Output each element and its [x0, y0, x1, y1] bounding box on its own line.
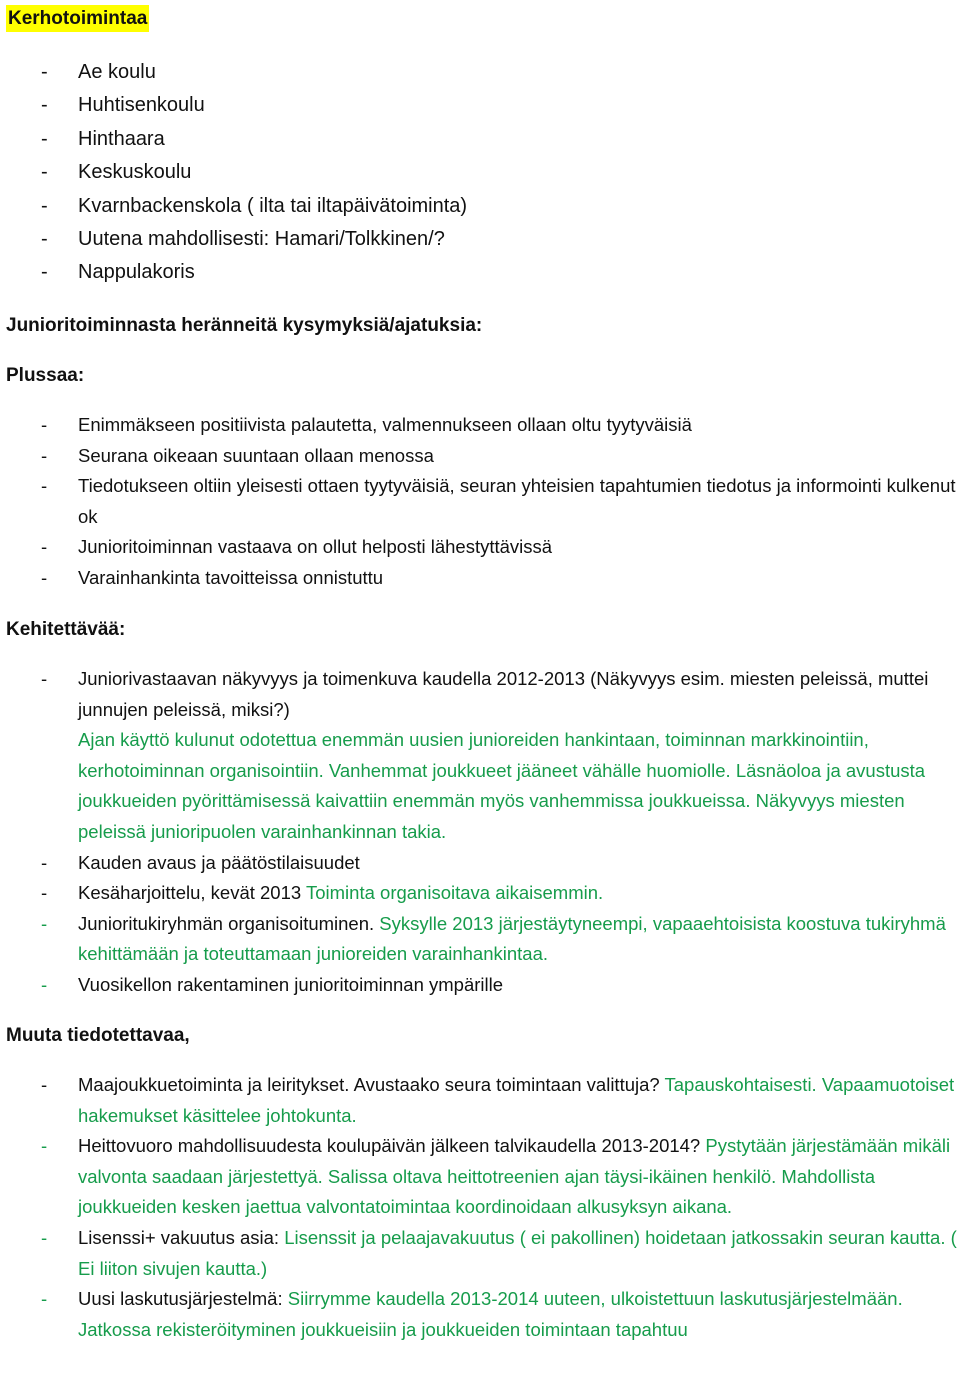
comment-text: Siirrymme kaudella 2013-2014 uuteen, ulkoistettuun laskutusjärjestelmään. Jatkossa rekisteröityminen joukkueisiin ja joukkueiden toimintaan tapahtuu [78, 1288, 903, 1340]
plus-heading: Plussaa: [6, 365, 85, 386]
list-item: - Hinthaara [0, 123, 958, 156]
plus-list [0, 410, 958, 594]
list-item: - Junioritukiryhmän organisoituminen. Syksylle 2013 järjestäytyneempi, vapaaehtoisista koostuva tukiryhmä kehittämään ja toteuttamaan junioreiden varainhankintaa. [0, 909, 958, 970]
bullet-dash: - [41, 1288, 48, 1310]
list-item: - Ae koulu [0, 56, 958, 89]
other-list [0, 1070, 958, 1345]
list-item: - Enimmäkseen positiivista palautetta, valmennukseen ollaan oltu tyytyväisiä [0, 410, 958, 441]
list-item: - Keskuskoulu [0, 156, 958, 189]
other-heading: Muuta tiedotettavaa, [6, 1025, 190, 1046]
bullet-dash: - [41, 228, 48, 251]
bullet-dash: - [41, 475, 48, 497]
bullet-dash: - [41, 94, 48, 117]
list-item: - Huhtisenkoulu [0, 89, 958, 122]
clubs-list [0, 56, 958, 290]
list-item: - Kesäharjoittelu, kevät 2013 Toiminta organisoitava aikaisemmin. [0, 878, 958, 909]
bullet-dash: - [41, 912, 48, 934]
bullet-dash: - [41, 668, 48, 689]
list-item: - Uusi laskutusjärjestelmä: Siirrymme kaudella 2013-2014 uuteen, ulkoistettuun laskutusjärjestelmään. Jatkossa rekisteröityminen joukkueisiin ja joukkueiden toimintaan tapahtuu [0, 1284, 958, 1345]
bullet-dash: - [41, 1074, 48, 1095]
comment-text: Ajan käyttö kulunut odotettua enemmän uusien junioreiden hankintaan, toiminnan markkinointiin, kerhotoiminnan organisointiin. Vanhemmat joukkueet jääneet vähälle huomiolle. Läsnäoloa ja avustusta joukkueiden pyörittämisessä kaivattiin enemmän myös vanhemmissa joukkueissa. Näkyvyys miesten peleissä junioripuolen varainhankinnan takia. [78, 729, 926, 842]
list-item: - Kvarnbackenskola ( ilta tai iltapäivätoiminta) [0, 190, 958, 223]
list-item: - Uutena mahdollisesti: Hamari/Tolkkinen/? [0, 223, 958, 256]
list-item: - Lisenssi+ vakuutus asia: Lisenssit ja pelaajavakuutus ( ei pakollinen) hoidetaan jatkossakin seuran kautta. ( Ei liiton sivujen kautta.) [0, 1223, 958, 1284]
list-item: - Nappulakoris [0, 256, 958, 289]
bullet-dash: - [41, 444, 48, 466]
bullet-dash: - [41, 194, 48, 217]
list-item: - Juniorivastaavan näkyvyys ja toimenkuva kaudella 2012-2013 (Näkyvyys esim. miesten peleissä, muttei junnujen peleissä, miksi?) Ajan käyttö kulunut odotettua enemmän uusien junioreiden hankintaan, toiminnan markkinointiin, kerhotoiminnan organisointiin. Vanhemmat joukkueet jääneet vähälle huomiolle. Läsnäoloa ja avustusta joukkueiden pyörittämisessä kaivattiin enemmän myös vanhemmissa joukkueissa. Näkyvyys miesten peleissä junioripuolen varainhankinnan takia. [0, 664, 958, 848]
title-highlight: Kerhotoimintaa [6, 5, 149, 32]
dev-heading: Kehitettävää: [6, 619, 126, 640]
list-item: - Kauden avaus ja päätöstilaisuudet [0, 848, 958, 879]
bullet-dash: - [41, 161, 48, 184]
bullet-dash: - [41, 127, 48, 150]
bullet-dash: - [41, 536, 48, 558]
comment-text: Tapauskohtaisesti. Vapaamuotoiset hakemukset käsittelee johtokunta. [78, 1074, 955, 1126]
questions-heading: Junioritoiminnasta heränneitä kysymyksiä/ajatuksia: [6, 315, 483, 336]
list-item: - Junioritoiminnan vastaava on ollut helposti lähestyttävissä [0, 532, 958, 563]
list-item: - Tiedotukseen oltiin yleisesti ottaen tyytyväisiä, seuran yhteisien tapahtumien tiedotus ja informointi kulkenut ok [0, 471, 958, 532]
bullet-dash: - [41, 1135, 48, 1157]
page-title [6, 7, 149, 31]
bullet-dash: - [41, 1226, 48, 1248]
bullet-dash: - [41, 261, 48, 284]
list-item: - Heittovuoro mahdollisuudesta koulupäivän jälkeen talvikaudella 2013-2014? Pystytään järjestämään mikäli valvonta saadaan järjestettyä. Salissa oltava heittotreenien ajan täysi-ikäinen henkilö. Mahdollista joukkueiden kesken jaettua valvontatoimintaa koordinoidaan alkusyksyn aikana. [0, 1131, 958, 1223]
list-item: - Maajoukkuetoiminta ja leiritykset. Avustaako seura toimintaan valittuja? Tapauskohtaisesti. Vapaamuotoiset hakemukset käsittelee johtokunta. [0, 1070, 958, 1131]
bullet-dash: - [41, 851, 48, 873]
bullet-dash: - [41, 566, 48, 588]
comment-text: Syksylle 2013 järjestäytyneempi, vapaaehtoisista koostuva tukiryhmä kehittämään ja toteuttamaan junioreiden varainhankintaa. [78, 912, 946, 965]
comment-text: Toiminta organisoitava aikaisemmin. [306, 882, 604, 904]
bullet-dash: - [41, 882, 48, 904]
bullet-dash: - [41, 973, 48, 995]
dev-list [0, 664, 958, 1001]
list-item: - Vuosikellon rakentaminen junioritoiminnan ympärille [0, 970, 958, 1001]
comment-text: Pystytään järjestämään mikäli valvonta saadaan järjestettyä. Salissa oltava heittotreenien ajan täysi-ikäinen henkilö. Mahdollista joukkueiden kesken jaettua valvontatoimintaa koordinoidaan alkusyksyn aikana. [78, 1135, 951, 1218]
comment-text: Lisenssit ja pelaajavakuutus ( ei pakollinen) hoidetaan jatkossakin seuran kautta. ( Ei liiton sivujen kautta.) [78, 1226, 957, 1279]
bullet-dash: - [41, 61, 48, 83]
bullet-dash: - [41, 414, 48, 435]
list-item: - Seurana oikeaan suuntaan ollaan menossa [0, 441, 958, 472]
list-item: - Varainhankinta tavoitteissa onnistuttu [0, 563, 958, 594]
